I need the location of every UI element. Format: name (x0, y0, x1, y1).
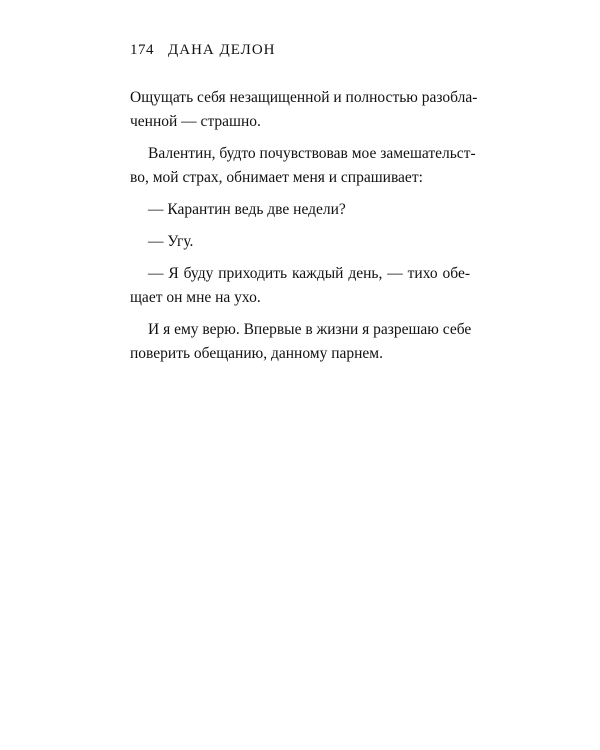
text-line: поверить обещанию, данному парнем. (130, 345, 383, 362)
text-line: — Угу. (148, 233, 194, 250)
paragraph-gap (130, 190, 470, 198)
paragraph-gap (130, 222, 470, 230)
paragraph-gap (130, 310, 470, 318)
book-author: ДАНА ДЕЛОН (168, 42, 276, 58)
text-line: И я ему верю. Впервые в жизни я разрешаю себе (148, 321, 472, 338)
text-line: щает он мне на ухо. (130, 289, 261, 306)
page-number: 174 (130, 42, 154, 58)
text-line: ченной — страшно. (130, 113, 261, 130)
text-line: — Карантин ведь две недели? (148, 201, 346, 218)
text-line: Валентин, будто почувствовав мое замешательст- (148, 145, 476, 162)
paragraph-gap (130, 254, 470, 262)
text-line: во, мой страх, обнимает меня и спрашивает: (130, 169, 423, 186)
body-text (130, 86, 478, 366)
running-head (130, 42, 276, 59)
text-line: — Я буду приходить каждый день, — тихо обе- (148, 265, 470, 282)
paragraph-gap (130, 134, 470, 142)
text-line: Ощущать себя незащищенной и полностью разобла- (130, 89, 478, 106)
